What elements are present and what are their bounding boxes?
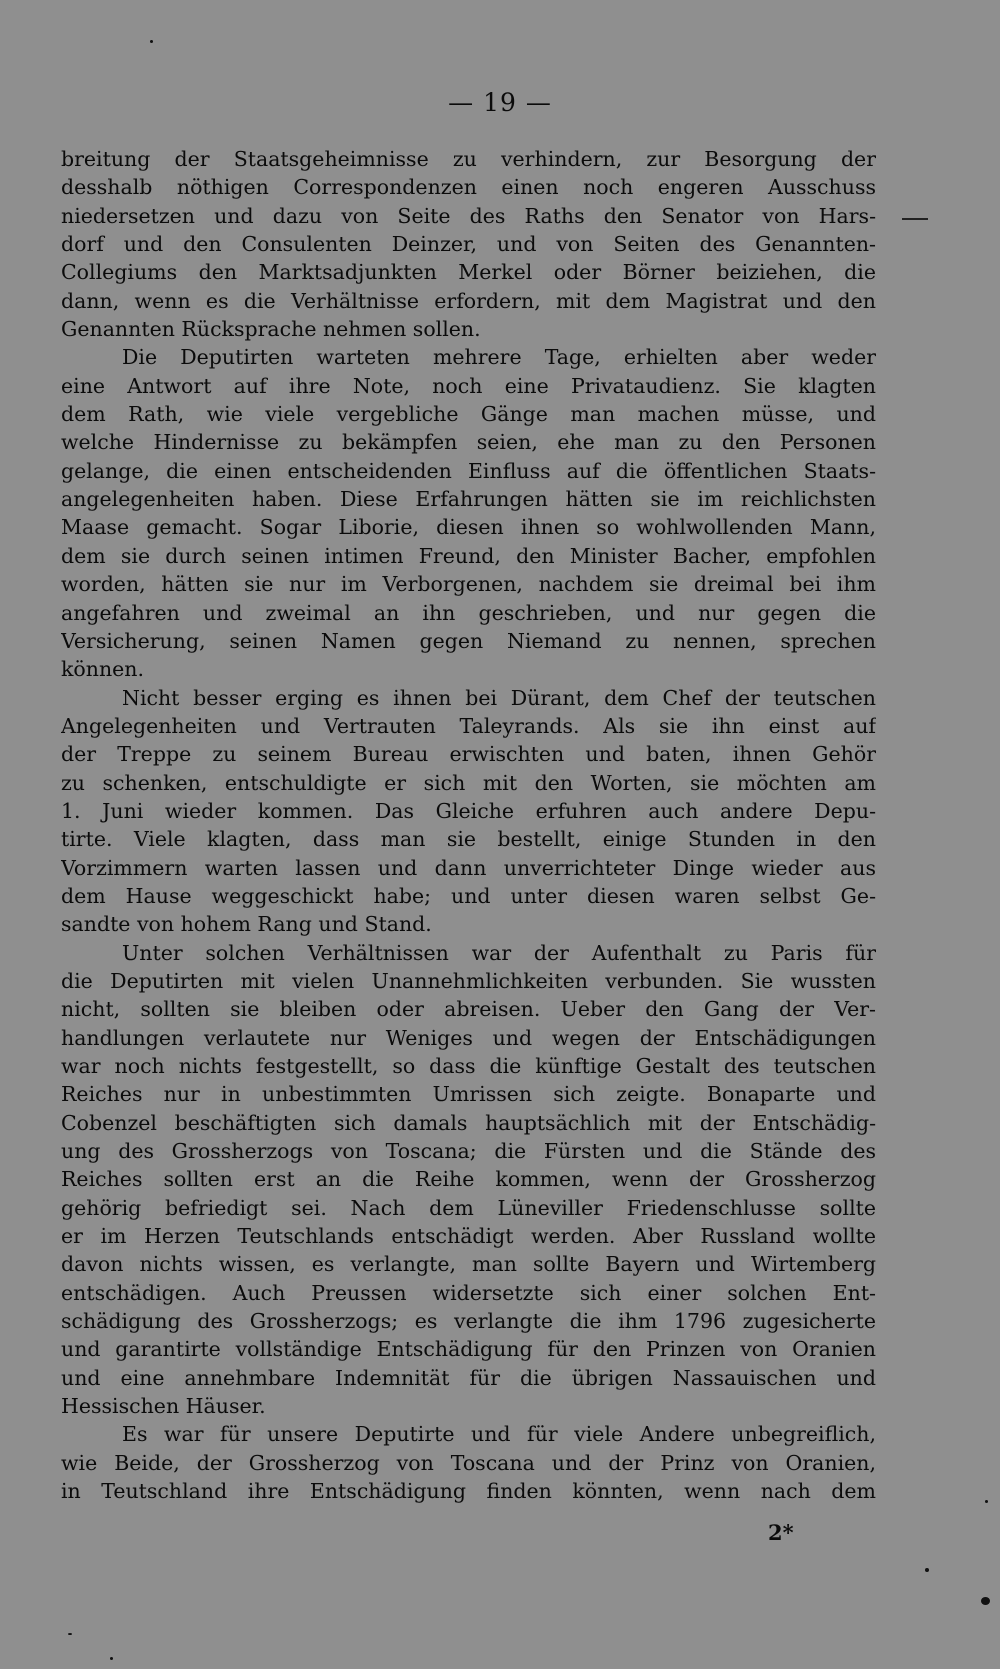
scan-speck <box>985 1500 988 1503</box>
body-text <box>61 145 876 1506</box>
text-line: Genannten Rücksprache nehmen sollen. <box>61 317 481 342</box>
text-line: tirte. Viele klagten, dass man sie bestellt, einige Stunden in den <box>61 827 876 852</box>
text-line: sandte von hohem Rang und Stand. <box>61 912 432 937</box>
text-line: Collegiums den Marktsadjunkten Merkel oder Börner beiziehen, die <box>61 260 876 285</box>
text-line: dem sie durch seinen intimen Freund, den Minister Bacher, empfohlen <box>61 543 876 568</box>
text-line: ung des Grossherzogs von Toscana; die Fürsten und die Stände des <box>61 1139 876 1164</box>
text-line: dann, wenn es die Verhältnisse erfordern, mit dem Magistrat und den <box>61 288 876 313</box>
text-line: Nicht besser erging es ihnen bei Dürant, dem Chef der teutschen <box>122 685 876 710</box>
text-line: die Deputirten mit vielen Unannehmlichkeiten verbunden. Sie wussten <box>61 968 876 993</box>
text-line: wie Beide, der Grossherzog von Toscana und der Prinz von Oranien, <box>61 1450 876 1475</box>
text-line: Hessischen Häuser. <box>61 1394 266 1419</box>
text-line: Vorzimmern warten lassen und dann unverrichteter Dinge wieder aus <box>61 855 876 880</box>
scan-speck <box>925 1568 929 1572</box>
text-line: Cobenzel beschäftigten sich damals hauptsächlich mit der Entschädig- <box>61 1110 876 1135</box>
scan-speck <box>150 40 153 43</box>
scan-speck <box>68 1633 72 1635</box>
text-line: nicht, sollten sie bleiben oder abreisen. Ueber den Gang der Ver- <box>61 997 876 1022</box>
text-line: der Treppe zu seinem Bureau erwischten und baten, ihnen Gehör <box>61 742 876 767</box>
text-line: und garantirte vollständige Entschädigung für den Prinzen von Oranien <box>61 1337 876 1362</box>
text-line: Es war für unsere Deputirte und für viele Andere unbegreiflich, <box>122 1422 876 1447</box>
page-number: — 19 — <box>448 88 552 117</box>
text-line: zu schenken, entschuldigte er sich mit den Worten, sie möchten am <box>61 770 876 795</box>
text-line: Unter solchen Verhältnissen war der Aufenthalt zu Paris für <box>122 940 876 965</box>
text-line: können. <box>61 657 145 682</box>
text-line: breitung der Staatsgeheimnisse zu verhindern, zur Besorgung der <box>61 147 876 171</box>
text-line: er im Herzen Teutschlands entschädigt werden. Aber Russland wollte <box>61 1224 876 1249</box>
text-line: davon nichts wissen, es verlangte, man sollte Bayern und Wirtemberg <box>61 1252 876 1277</box>
signature-mark: 2* <box>768 1520 794 1545</box>
text-line: eine Antwort auf ihre Note, noch eine Privataudienz. Sie klagten <box>61 373 876 398</box>
text-line: Reiches sollten erst an die Reihe kommen, wenn der Grossherzog <box>61 1167 876 1192</box>
text-line: welche Hindernisse zu bekämpfen seien, ehe man zu den Personen <box>61 430 876 455</box>
text-line: war noch nichts festgestellt, so dass die künftige Gestalt des teutschen <box>61 1054 876 1078</box>
text-line: angefahren und zweimal an ihn geschrieben, und nur gegen die <box>61 600 876 625</box>
text-line: in Teutschland ihre Entschädigung finden könnten, wenn nach dem <box>61 1479 876 1504</box>
text-line: Angelegenheiten und Vertrauten Taleyrands. Als sie ihn einst auf <box>61 713 876 738</box>
text-line: handlungen verlautete nur Weniges und wegen der Entschädigungen <box>61 1025 876 1050</box>
text-line: gehörig befriedigt sei. Nach dem Lüneviller Friedenschlusse sollte <box>61 1195 876 1220</box>
text-line: angelegenheiten haben. Diese Erfahrungen hätten sie im reichlichsten <box>61 487 876 512</box>
text-line: dem Rath, wie viele vergebliche Gänge man machen müsse, und <box>61 402 876 427</box>
text-line: dem Hause weggeschickt habe; und unter diesen waren selbst Ge- <box>61 883 876 908</box>
text-line: entschädigen. Auch Preussen widersetzte sich einer solchen Ent- <box>61 1280 876 1305</box>
text-line: desshalb nöthigen Correspondenzen einen noch engeren Ausschuss <box>61 175 876 200</box>
text-line: Reiches nur in unbestimmten Umrissen sich zeigte. Bonaparte und <box>61 1082 876 1107</box>
scan-speck <box>110 1657 113 1660</box>
text-line: niedersetzen und dazu von Seite des Raths den Senator von Hars- <box>61 203 876 228</box>
text-line: schädigung des Grossherzogs; es verlangte die ihm 1796 zugesicherte <box>61 1309 876 1334</box>
text-line: gelange, die einen entscheidenden Einfluss auf die öffentlichen Staats- <box>61 458 876 483</box>
text-line: und eine annehmbare Indemnität für die übrigen Nassauischen und <box>61 1365 876 1390</box>
text-line: Maase gemacht. Sogar Liborie, diesen ihnen so wohlwollenden Mann, <box>61 515 876 540</box>
scan-mark <box>902 218 928 220</box>
scan-speck <box>981 1597 990 1605</box>
text-line: 1. Juni wieder kommen. Das Gleiche erfuhren auch andere Depu- <box>61 798 876 823</box>
text-line: Die Deputirten warteten mehrere Tage, erhielten aber weder <box>122 345 876 370</box>
text-line: Versicherung, seinen Namen gegen Niemand zu nennen, sprechen <box>61 628 876 653</box>
text-line: worden, hätten sie nur im Verborgenen, nachdem sie dreimal bei ihm <box>61 572 876 597</box>
text-line: dorf und den Consulenten Deinzer, und von Seiten des Genannten- <box>61 232 876 257</box>
